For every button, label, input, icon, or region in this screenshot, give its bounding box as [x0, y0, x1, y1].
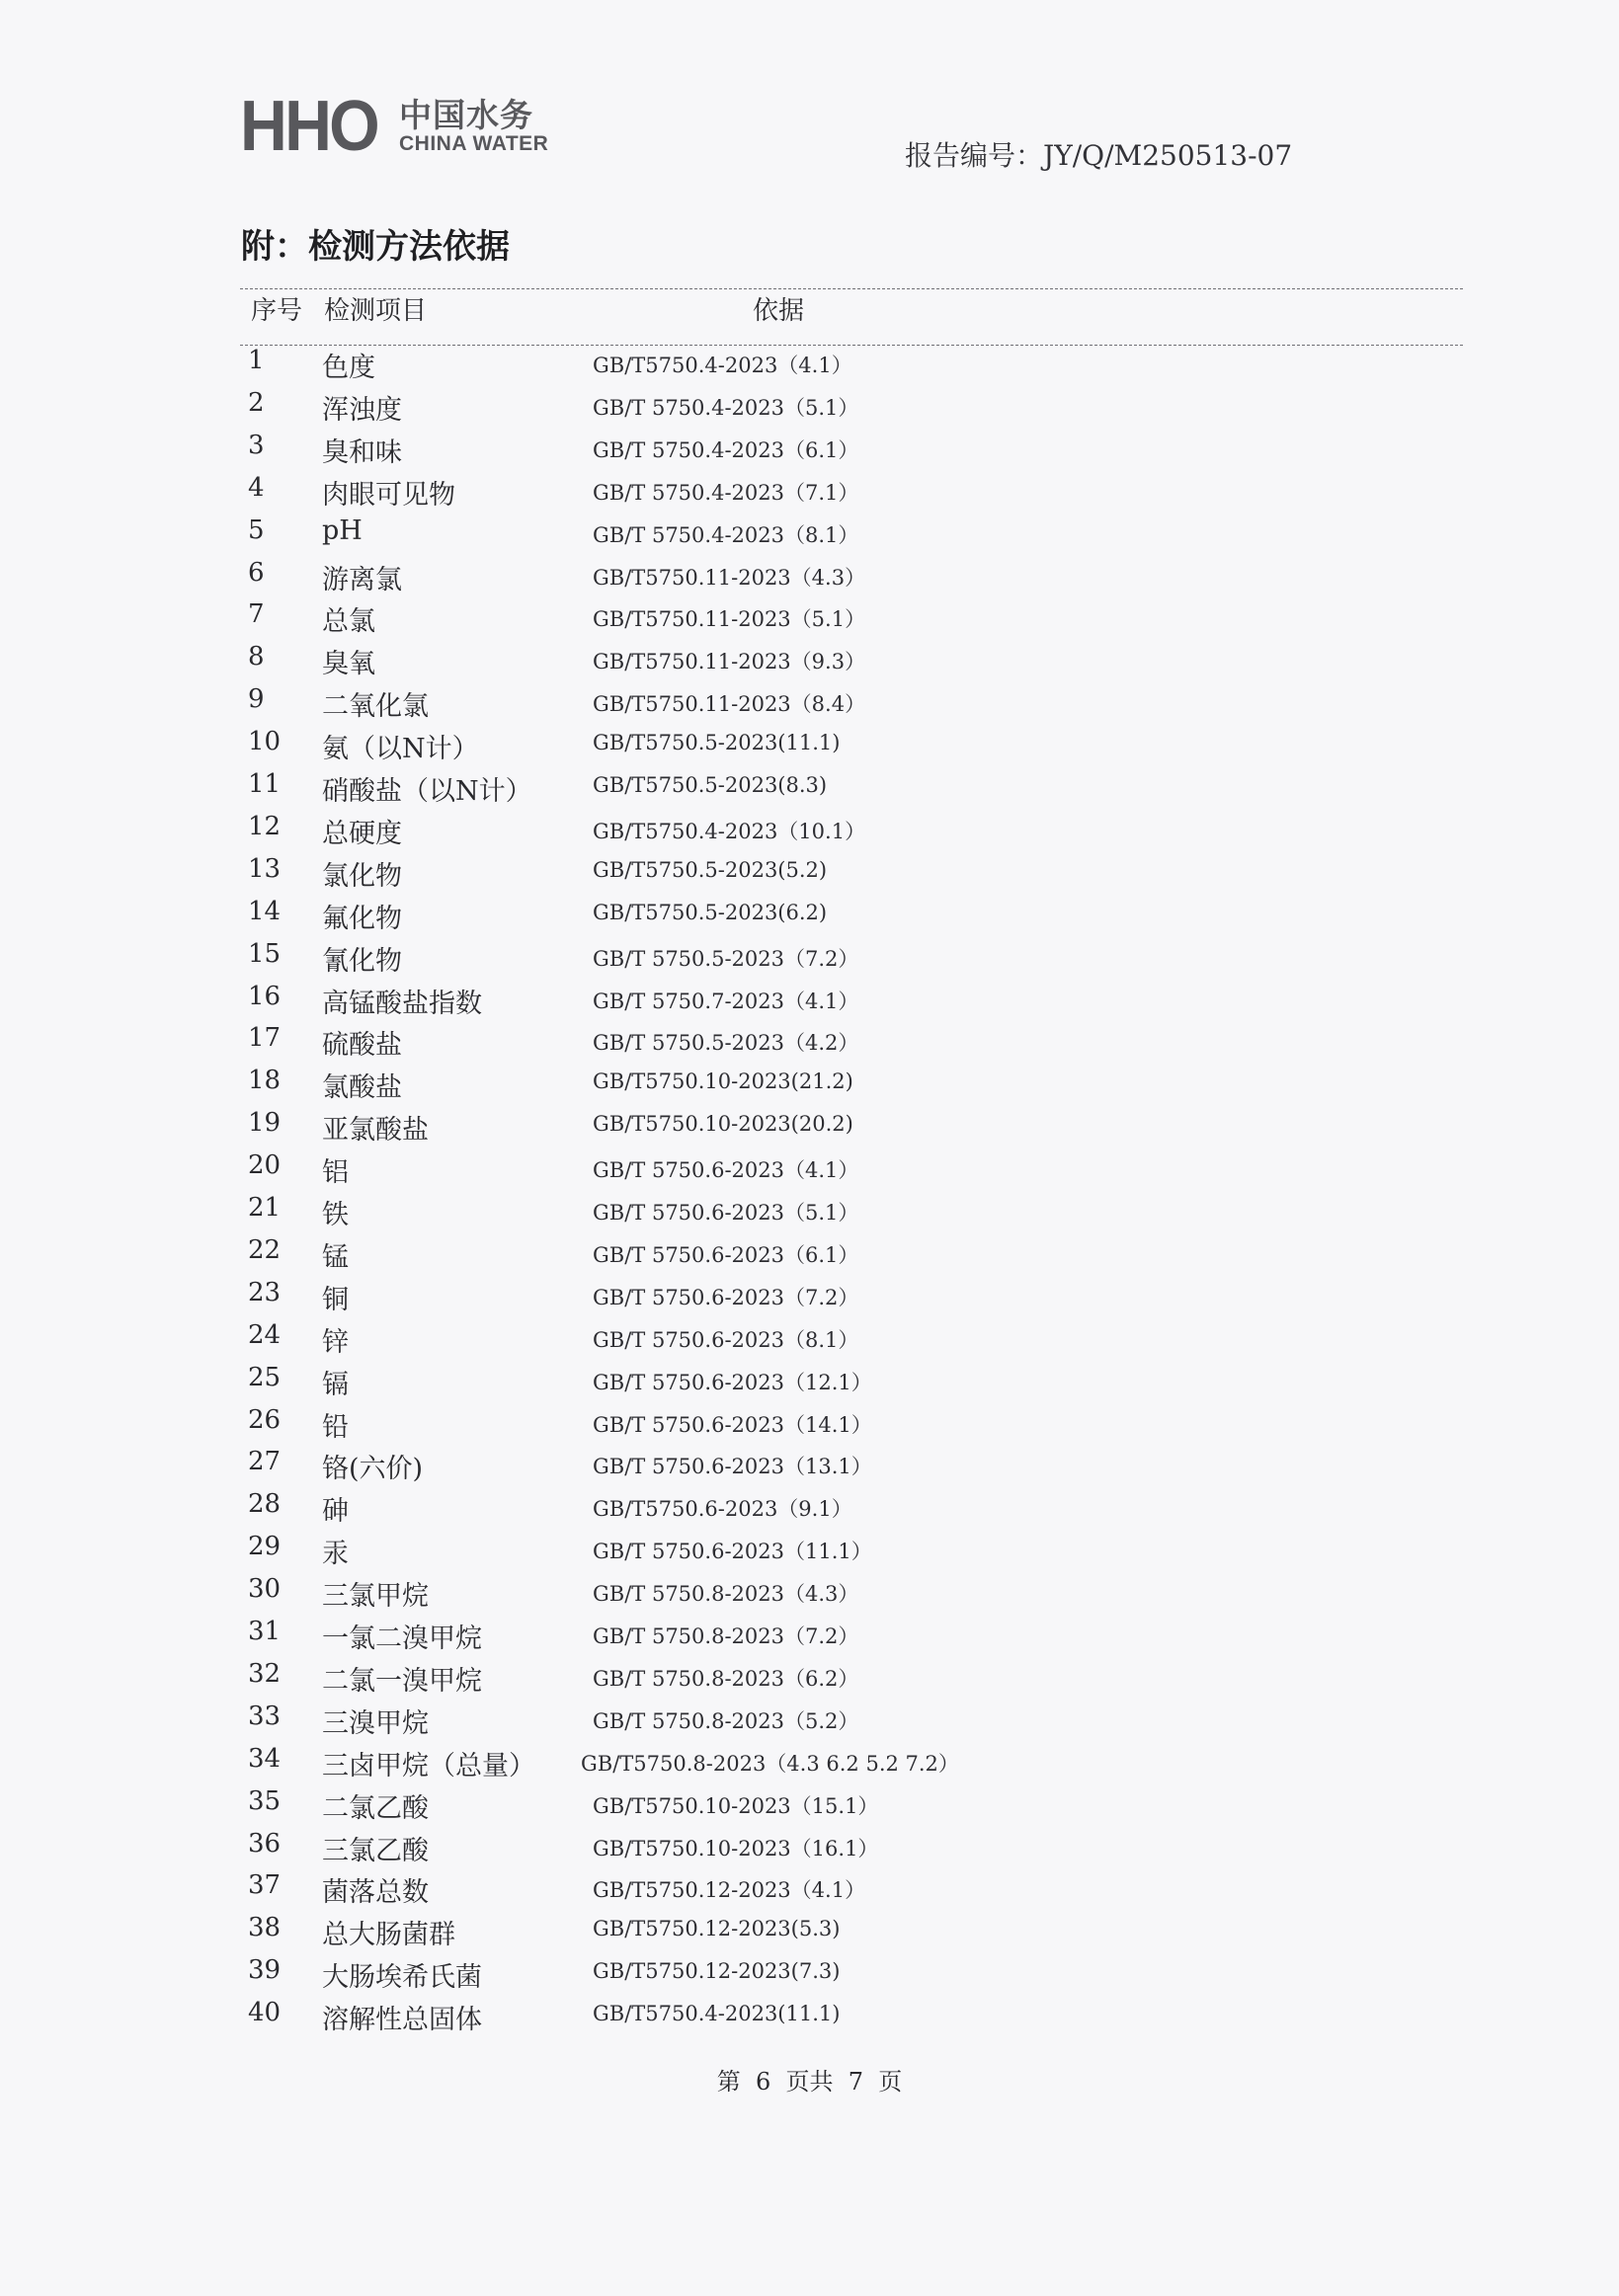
- row-test-item: 硫酸盐: [322, 1030, 402, 1062]
- table-row: [0, 1829, 1619, 1871]
- row-method-basis: GB/T5750.11-2023（8.4）: [593, 692, 866, 717]
- table-row: [0, 431, 1619, 473]
- row-method-basis: GB/T5750.10-2023（15.1）: [593, 1793, 879, 1818]
- table-row: [0, 558, 1619, 600]
- row-method-basis: GB/T5750.10-2023(21.2): [593, 1069, 853, 1094]
- table-row: [0, 1023, 1619, 1066]
- row-number: 5: [248, 515, 265, 545]
- row-test-item: 镉: [322, 1369, 349, 1400]
- row-number: 25: [248, 1362, 282, 1392]
- row-test-item: 氯化物: [322, 860, 402, 892]
- row-number: 30: [248, 1574, 282, 1605]
- row-method-basis: GB/T 5750.6-2023（14.1）: [593, 1412, 872, 1437]
- table-row: [0, 642, 1619, 684]
- row-number: 17: [248, 1023, 282, 1054]
- row-method-basis: GB/T5750.6-2023（9.1）: [593, 1497, 852, 1522]
- row-test-item: 氯酸盐: [322, 1072, 402, 1104]
- row-test-item: 铬(六价): [322, 1454, 424, 1485]
- row-test-item: 三溴甲烷: [322, 1707, 429, 1739]
- row-number: 38: [248, 1913, 282, 1943]
- table-row: [0, 599, 1619, 642]
- row-number: 16: [248, 981, 282, 1011]
- row-test-item: 铁: [322, 1200, 349, 1230]
- row-test-item: 菌落总数: [322, 1877, 429, 1909]
- row-test-item: 总氯: [322, 606, 375, 638]
- row-method-basis: GB/T 5750.4-2023（5.1）: [593, 395, 859, 420]
- row-test-item: 总硬度: [322, 818, 402, 849]
- row-number: 18: [248, 1066, 282, 1096]
- row-number: 11: [248, 769, 282, 799]
- row-method-basis: GB/T 5750.6-2023（7.2）: [593, 1285, 859, 1309]
- row-number: 10: [248, 727, 282, 757]
- row-method-basis: GB/T5750.8-2023（4.3 6.2 5.2 7.2）: [581, 1751, 959, 1776]
- row-method-basis: GB/T 5750.6-2023（8.1）: [593, 1327, 859, 1352]
- row-test-item: 砷: [322, 1496, 349, 1528]
- row-number: 8: [248, 642, 265, 673]
- row-method-basis: GB/T 5750.4-2023（6.1）: [593, 437, 859, 462]
- row-test-item: 铅: [322, 1411, 349, 1443]
- row-method-basis: GB/T 5750.4-2023（8.1）: [593, 522, 859, 547]
- row-number: 36: [248, 1828, 282, 1859]
- row-method-basis: GB/T 5750.6-2023（13.1）: [593, 1455, 872, 1479]
- table-row: [0, 1786, 1619, 1829]
- row-number: 12: [248, 811, 282, 841]
- row-method-basis: GB/T 5750.8-2023（4.3）: [593, 1582, 859, 1607]
- table-row: [0, 982, 1619, 1024]
- table-row: [0, 1363, 1619, 1405]
- row-method-basis: GB/T 5750.8-2023（7.2）: [593, 1624, 859, 1648]
- table-row: [0, 1870, 1619, 1913]
- row-test-item: 二氯一溴甲烷: [322, 1665, 482, 1697]
- table-row: [0, 1489, 1619, 1532]
- table-row: [0, 1998, 1619, 2040]
- row-method-basis: GB/T5750.5-2023(5.2): [593, 857, 828, 882]
- page-title: 附：检测方法依据: [241, 227, 510, 267]
- table-row: [0, 1532, 1619, 1574]
- row-test-item: 氨（以N计）: [322, 734, 479, 765]
- company-logo: [240, 87, 549, 166]
- logo-text: [399, 98, 548, 155]
- row-number: 6: [248, 557, 265, 588]
- row-method-basis: GB/T5750.5-2023(6.2): [593, 900, 828, 924]
- table-row: [0, 727, 1619, 769]
- logo-mark: HHO: [240, 87, 377, 166]
- row-number: 19: [248, 1108, 282, 1139]
- row-number: 26: [248, 1404, 282, 1435]
- row-method-basis: GB/T 5750.5-2023（7.2）: [593, 946, 859, 971]
- logo-chinese-name: 中国水务: [399, 96, 533, 134]
- table-row: [0, 1278, 1619, 1320]
- row-test-item: 氟化物: [322, 903, 402, 934]
- row-test-item: 一氯二溴甲烷: [322, 1623, 482, 1654]
- row-number: 39: [248, 1955, 282, 1986]
- row-number: 29: [248, 1532, 282, 1562]
- table-row: [0, 1447, 1619, 1489]
- table-row: [0, 1150, 1619, 1193]
- row-number: 1: [248, 346, 265, 375]
- table-row: [0, 473, 1619, 515]
- table-row: [0, 1235, 1619, 1278]
- table-row: [0, 812, 1619, 854]
- row-test-item: 肉眼可见物: [322, 479, 455, 511]
- row-method-basis: GB/T 5750.8-2023（5.2）: [593, 1708, 859, 1733]
- row-test-item: 锌: [322, 1326, 349, 1358]
- table-row: [0, 1574, 1619, 1617]
- row-number: 15: [248, 938, 282, 969]
- page-number: 第 6 页共 7 页: [716, 2068, 903, 2096]
- column-header-no: 序号: [251, 296, 303, 326]
- row-number: 27: [248, 1447, 282, 1477]
- table-row: [0, 1108, 1619, 1150]
- row-method-basis: GB/T5750.12-2023(7.3): [593, 1959, 841, 1984]
- row-method-basis: GB/T 5750.4-2023（7.1）: [593, 480, 859, 505]
- row-method-basis: GB/T5750.11-2023（5.1）: [593, 607, 866, 632]
- row-number: 22: [248, 1234, 282, 1265]
- row-test-item: 锰: [322, 1241, 349, 1273]
- row-method-basis: GB/T 5750.6-2023（6.1）: [593, 1242, 859, 1267]
- row-number: 2: [248, 387, 265, 418]
- table-top-rule: [240, 288, 1463, 289]
- table-row: [0, 388, 1619, 431]
- row-method-basis: GB/T 5750.6-2023（5.1）: [593, 1201, 859, 1225]
- row-method-basis: GB/T5750.4-2023(11.1): [593, 2002, 841, 2026]
- row-test-item: 溶解性总固体: [322, 2005, 482, 2036]
- row-test-item: 臭氧: [322, 649, 375, 680]
- row-test-item: 大肠埃希氏菌: [322, 1962, 482, 1994]
- row-method-basis: GB/T5750.12-2023(5.3): [593, 1917, 841, 1941]
- table-row: [0, 1066, 1619, 1108]
- row-test-item: 总大肠菌群: [322, 1920, 455, 1951]
- row-number: 13: [248, 853, 282, 884]
- table-row: [0, 684, 1619, 727]
- table-row: [0, 1913, 1619, 1955]
- row-number: 3: [248, 430, 265, 460]
- row-method-basis: GB/T 5750.7-2023（4.1）: [593, 989, 859, 1013]
- table-row: [0, 515, 1619, 558]
- row-method-basis: GB/T 5750.6-2023（11.1）: [593, 1540, 872, 1564]
- row-method-basis: GB/T5750.11-2023（4.3）: [593, 565, 866, 590]
- column-header-basis: 依据: [753, 296, 805, 326]
- row-method-basis: GB/T 5750.5-2023（4.2）: [593, 1031, 859, 1056]
- table-row: [0, 1659, 1619, 1702]
- row-number: 14: [248, 896, 282, 926]
- row-test-item: pH: [322, 515, 363, 546]
- table-row: [0, 1744, 1619, 1786]
- row-number: 24: [248, 1319, 282, 1350]
- row-test-item: 二氯乙酸: [322, 1792, 429, 1824]
- row-test-item: 臭和味: [322, 436, 402, 468]
- row-method-basis: GB/T5750.10-2023（16.1）: [593, 1836, 879, 1861]
- row-number: 37: [248, 1870, 282, 1901]
- row-test-item: 汞: [322, 1539, 349, 1570]
- row-test-item: 三卤甲烷（总量）: [322, 1750, 535, 1781]
- row-method-basis: GB/T5750.11-2023（9.3）: [593, 650, 866, 674]
- row-test-item: 三氯乙酸: [322, 1835, 429, 1866]
- logo-english-name: CHINA WATER: [399, 132, 549, 155]
- row-test-item: 氰化物: [322, 945, 402, 977]
- report-number: 报告编号：JY/Q/M250513-07: [905, 139, 1293, 172]
- row-number: 32: [248, 1658, 282, 1689]
- row-test-item: 亚氯酸盐: [322, 1115, 429, 1147]
- table-row: [0, 769, 1619, 812]
- row-number: 31: [248, 1617, 282, 1646]
- row-test-item: 三氯甲烷: [322, 1581, 429, 1613]
- column-header-item: 检测项目: [324, 296, 428, 326]
- row-number: 21: [248, 1193, 282, 1223]
- table-row: [0, 1617, 1619, 1659]
- row-number: 33: [248, 1701, 282, 1731]
- row-number: 35: [248, 1785, 282, 1816]
- row-method-basis: GB/T5750.5-2023(11.1): [593, 731, 841, 755]
- row-method-basis: GB/T5750.10-2023(20.2): [593, 1112, 853, 1137]
- row-method-basis: GB/T5750.4-2023（10.1）: [593, 819, 866, 843]
- row-test-item: 硝酸盐（以N计）: [322, 776, 532, 807]
- table-row: [0, 1193, 1619, 1235]
- row-test-item: 铝: [322, 1157, 349, 1189]
- row-test-item: 铜: [322, 1284, 349, 1315]
- row-method-basis: GB/T 5750.8-2023（6.2）: [593, 1666, 859, 1691]
- row-number: 20: [248, 1150, 282, 1181]
- table-row: [0, 897, 1619, 939]
- row-test-item: 游离氯: [322, 564, 402, 595]
- row-test-item: 高锰酸盐指数: [322, 988, 482, 1019]
- row-number: 40: [248, 1998, 282, 2028]
- row-test-item: 浑浊度: [322, 394, 402, 426]
- row-number: 9: [248, 684, 265, 715]
- row-test-item: 二氧化氯: [322, 691, 429, 723]
- table-row: [0, 854, 1619, 897]
- row-number: 34: [248, 1743, 282, 1774]
- table-row: [0, 1405, 1619, 1448]
- row-method-basis: GB/T 5750.6-2023（12.1）: [593, 1370, 872, 1394]
- table-row: [0, 939, 1619, 982]
- table-row: [0, 346, 1619, 388]
- table-row: [0, 1955, 1619, 1998]
- row-method-basis: GB/T5750.4-2023（4.1）: [593, 354, 852, 377]
- row-method-basis: GB/T5750.5-2023(8.3): [593, 773, 828, 797]
- row-test-item: 色度: [322, 353, 375, 383]
- table-row: [0, 1702, 1619, 1744]
- row-number: 7: [248, 599, 265, 630]
- row-number: 28: [248, 1489, 282, 1520]
- row-number: 23: [248, 1277, 282, 1307]
- row-method-basis: GB/T5750.12-2023（4.1）: [593, 1878, 866, 1903]
- row-method-basis: GB/T 5750.6-2023（4.1）: [593, 1158, 859, 1183]
- row-number: 4: [248, 472, 265, 503]
- table-row: [0, 1320, 1619, 1363]
